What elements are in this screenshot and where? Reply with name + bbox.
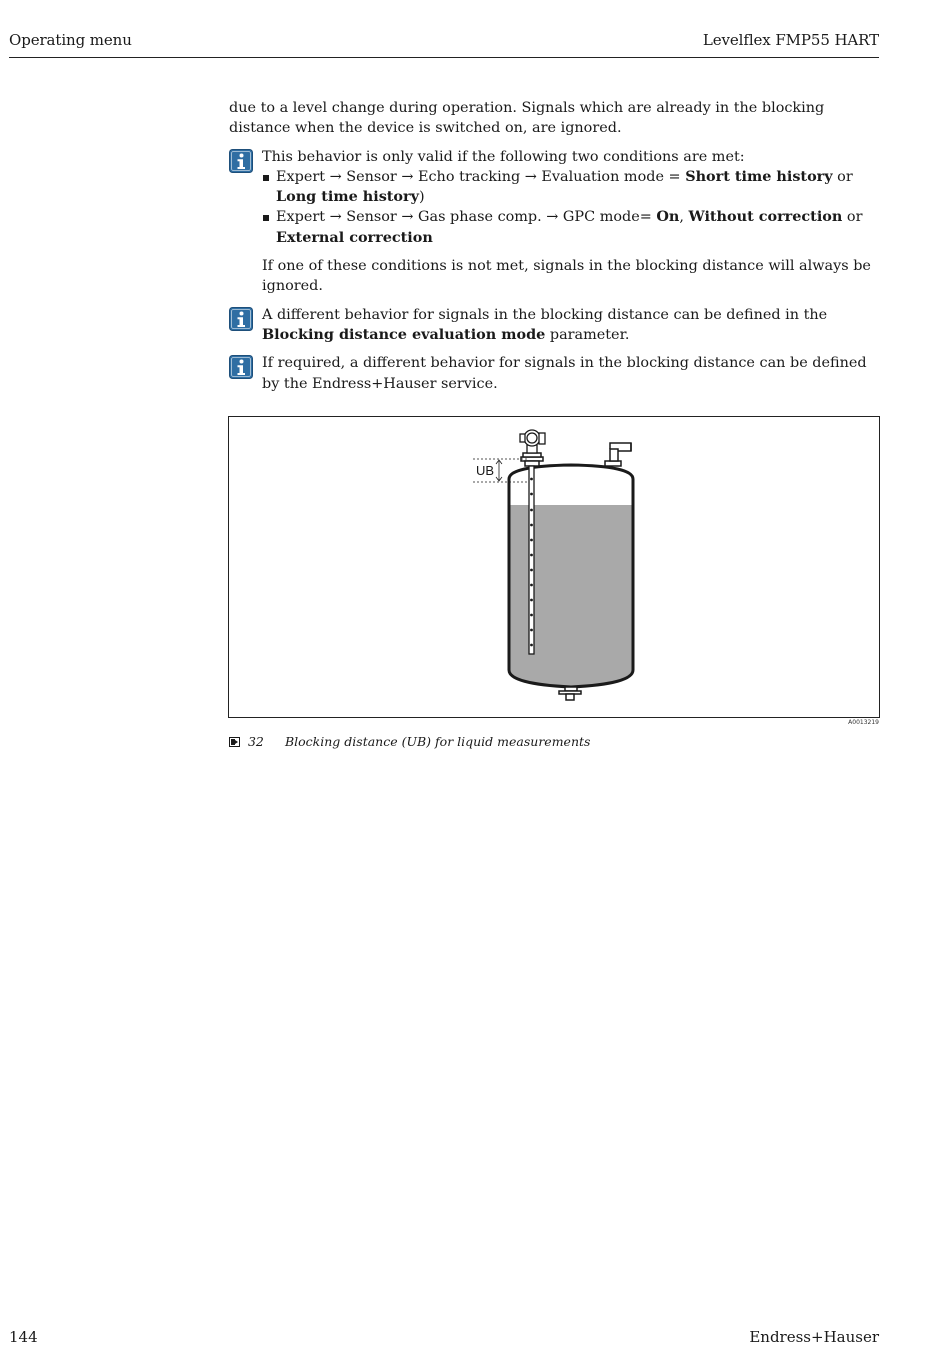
value-external-correction: External correction — [276, 228, 433, 246]
transmitter-head — [520, 430, 545, 453]
condition-list — [262, 167, 880, 248]
bottom-nozzle — [559, 687, 581, 700]
intro-paragraph: due to a level change during operation. Signals which are already in the blocking distance when the device is switched on, are ignored. — [229, 100, 825, 137]
running-header-section: Operating menu — [9, 31, 132, 49]
note-text-suffix: parameter. — [545, 326, 630, 343]
closing-paren: ) — [418, 189, 425, 206]
body-text — [229, 98, 880, 394]
info-note-service — [229, 353, 880, 394]
bullet-icon — [263, 215, 269, 221]
condition-item-gpc-mode — [262, 207, 880, 248]
parameter-name: Blocking distance evaluation mode — [262, 325, 546, 343]
liquid-fill — [509, 505, 633, 687]
info-icon — [229, 149, 253, 173]
note-text: A different behavior for signals in the blocking distance can be defined in the — [262, 306, 828, 323]
condition-text: Expert → Sensor → Echo tracking → Evaluation mode = — [276, 168, 686, 185]
top-nozzle-pipe — [605, 443, 631, 466]
header-rule — [9, 57, 879, 58]
value-long-time-history: Long time history — [276, 188, 419, 206]
ub-label: UB — [476, 463, 495, 478]
process-connection — [521, 453, 543, 466]
page-number: 144 — [9, 1328, 38, 1346]
note-parameter-text — [262, 305, 880, 346]
bullet-icon — [263, 175, 269, 181]
footer-brand: Endress+Hauser — [749, 1328, 879, 1346]
connector-text: or — [832, 168, 853, 185]
note-service-text: If required, a different behavior for signals in the blocking distance can be defined by the Endress+Hauser service. — [262, 355, 867, 392]
figure-caption-text: Blocking distance (UB) for liquid measurements — [284, 734, 591, 749]
info-icon — [229, 307, 253, 331]
info-icon — [229, 355, 253, 379]
condition-item-evaluation-mode — [262, 167, 880, 208]
running-header-product: Levelflex FMP55 HART — [702, 31, 879, 49]
figure-number: 32 — [247, 734, 264, 749]
figure-code: A0013219 — [848, 719, 879, 726]
value-on: On — [656, 208, 680, 226]
value-without-correction: Without correction — [688, 208, 843, 226]
value-short-time-history: Short time history — [685, 167, 833, 185]
separator-text: , — [679, 209, 689, 226]
figure-icon — [229, 737, 240, 747]
figure-frame — [228, 416, 880, 718]
tank-diagram — [229, 417, 879, 717]
condition-text: Expert → Sensor → Gas phase comp. → GPC mode= — [276, 209, 657, 226]
info-note-parameter — [229, 305, 880, 346]
note-conclusion: If one of these conditions is not met, signals in the blocking distance will always be ignored. — [262, 258, 871, 295]
connector-text: or — [842, 209, 863, 226]
figure-caption — [229, 734, 590, 749]
info-note-conditions — [229, 147, 880, 297]
note-lead: This behavior is only valid if the following two conditions are met: — [262, 148, 745, 165]
